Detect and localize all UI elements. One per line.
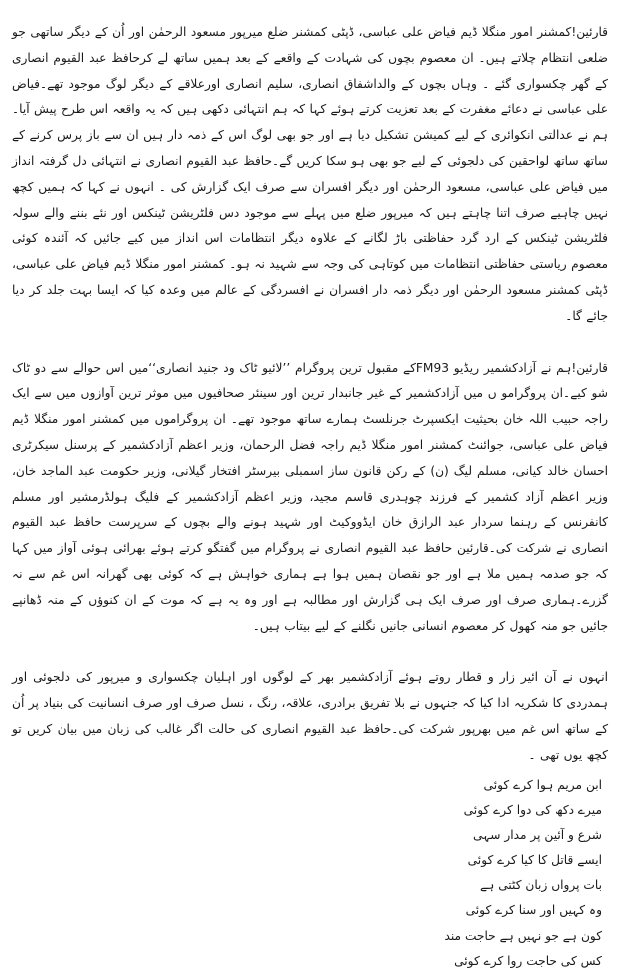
poem-line: وہ کہیں اور سنا کرے کوئی [465,903,602,918]
paragraph-gratitude: انہوں نے آن ائیر زار و قطار روتے ہوئے آزادکشمیر بھر کے لوگوں اور اہلیان چکسواری و میرپور کی دلجوئی اور ہمدردی کا شکریہ ادا کیا کہ جنہوں نے بلا تفریق برادری، علاقہ، رنگ ، نسل صرف اور صرف انسانیت کی بنیاد پر اُن کے ساتھ اس غم میں بھرپور شرکت کی۔حافظ عبد القیوم انصاری کی حالت اگر غالب کی زبان میں بیان کریں تو کچھ یوں تھی ۔ [12,670,608,762]
ghalib-poem [12,773,608,974]
poem-line: شرع و آئین پر مدار سہی [472,827,602,842]
paragraph-radio-program: قارئین!ہم نے آزادکشمیر ریڈیو FM93کے مقبول ترین پروگرام ’’لائیو ٹاک ود جنید انصاری‘‘میں اس حوالے سے دو ٹاک شو کیے۔ان پروگرامو ں میں آزادکشمیر کے غیر جانبدار ترین اور سینئر صحافیوں میں موثر ترین آوازوں میں سے ایک راجہ حبیب اللہ خان بحیثیت ایکسپرٹ جرنلسٹ ہمارے ساتھ موجود تھے۔ ان پروگراموں میں کمشنر امور منگلا ڈیم فیاض علی عباسی، جوائنٹ کمشنر امور منگلا ڈیم راجہ فضل الرحمان، وزیر اعظم آزادکشمیر کے پرسنل سیکرٹری احسان خالد کیانی، مسلم لیگ (ن) کے رکن قانون ساز اسمبلی بیرسٹر افتخار گیلانی، وزیر حکومت عبد الماجد خان، وزیر اعظم آزاد کشمیر کے فرزند چوہدری قاسم مجید، وزیر اعظم آزادکشمیر کے فلیگ ہولڈرمشیر اور مسلم کانفرنس کے رہنما سردار عبد الرازق خان ایڈووکیٹ اور شہید ہونے والے بچوں کے سرپرست حافظ عبد القیوم انصاری نے شرکت کی۔قارئین حافظ عبد القیوم انصاری نے پروگرام میں گفتگو کرتے ہوئے بھرائی ہوئی آواز میں کہا کہ جو صدمہ ہمیں ملا ہے اور جو نقصان ہمیں ہوا ہے ہماری خواہش ہے کہ کوئی بھی گھرانہ اس غم سے نہ گزرے۔ہماری صرف اور صرف ایک ہی گزارش اور مطالبہ ہے اور وہ یہ ہے کہ موت کے ان کنوؤں کے منہ ڈھانپے جائیں جو منہ کھول کر معصوم انسانی جانیں نگلنے کے لیے بیتاب ہیں۔ [12,360,608,633]
article-body [12,20,608,974]
poem-line: کس کی حاجت روا کرے کوئی [454,953,602,968]
poem-line: میرے دکھ کی دوا کرے کوئی [463,802,602,817]
paragraph-commissioner-visit: قارئین!کمشنر امور منگلا ڈیم فیاض علی عباسی، ڈپٹی کمشنر ضلع میرپور مسعود الرحمٰن اور اُن کے دیگر ساتھی جو ضلعی انتظام چلاتے ہیں۔ ان معصوم بچوں کی شہادت کے واقعے کے بعد ہمیں ساتھ لے کرحافظ عبد القیوم انصاری کے گھر چکسواری گئے ۔ وہاں بچوں کے والداشفاق انصاری، سلیم انصاری اورعلاقے کے دیگر لوگ موجود تھے۔فیاض علی عباسی نے دعائے مغفرت کے بعد تعزیت کرتے ہوئے کہا کہ ہم انتہائی دکھی ہیں کہ یہ واقعہ اس طرح پیش آیا۔ ہم نے عدالتی انکوائری کے لیے کمیشن تشکیل دیا ہے اور جو بھی لوگ اس کے ذمہ دار ہیں ان سے باز پرس کرنے کے ساتھ ساتھ لواحقین کی دلجوئی کے لیے جو بھی ہو سکا کریں گے۔حافظ عبد القیوم انصاری نے انتہائی دل گرفتہ انداز میں فیاض علی عباسی، مسعود الرحمٰن اور دیگر افسران سے صرف ایک گزارش کی ۔ انہوں نے کہا کہ ہمیں کچھ نہیں چاہیے صرف اتنا چاہتے ہیں کہ میرپور ضلع میں پہلے سے موجود دس فلٹریشن ٹینکس اور نئے بننے والے سولہ فلٹریشن ٹینکس کے ارد گرد حفاظتی باڑ لگانے کے علاوہ دیگر انتظامات اس انداز میں کیے جائیں کہ آئندہ کوئی معصوم ریاستی حفاظتی انتظامات میں کوتاہی کی وجہ سے شہید نہ ہو۔ کمشنر امور منگلا ڈیم فیاض علی عباسی، ڈپٹی کمشنر مسعود الرحمٰن اور دیگر ذمہ دار افسران نے افسردگی کے عالم میں وعدہ کیا کہ ایسا بہت جلد کر دیا جائے گا۔ [12,25,608,323]
poem-line: ایسے قاتل کا کیا کرے کوئی [467,853,602,868]
poem-line: بات پرواں زبان کٹتی ہے [480,878,602,893]
poem-line: ابن مریم ہوا کرے کوئی [483,777,602,792]
poem-line: کون ہے جو نہیں ہے حاجت مند [444,928,602,943]
